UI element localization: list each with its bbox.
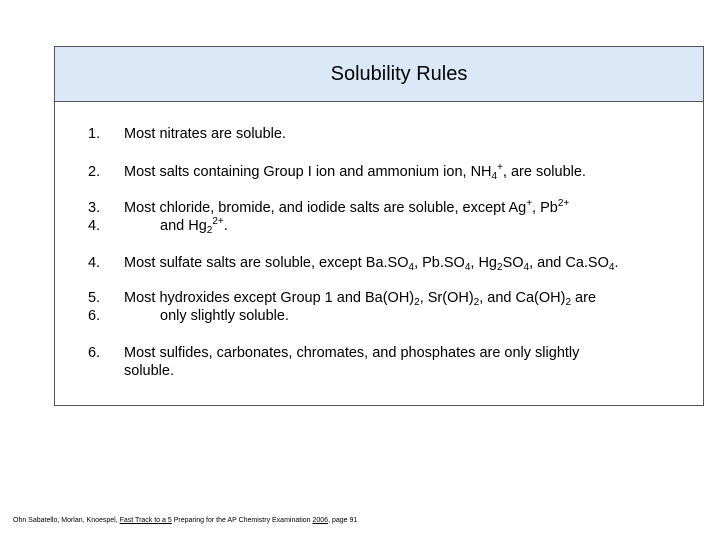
rule-text: Most sulfides, carbonates, chromates, and phosphates are only slightly soluble.	[124, 345, 580, 379]
rule-text: Most nitrates are soluble.	[124, 126, 286, 142]
title-bar	[55, 47, 703, 102]
rule-number: 4.	[88, 255, 101, 271]
rule-text: Most chloride, bromide, and iodide salts are soluble, except Ag+, $Pb^{2+}$ and $Hg_2^{2+}$.	[124, 198, 570, 236]
rule-number: 1.	[88, 126, 101, 142]
page-title: Solubility Rules	[330, 62, 468, 85]
solubility-rules-panel	[54, 46, 704, 406]
rule-text: Most hydroxides except Group 1 and $Ba(OH)_2$, $Sr(OH)_2$, and $Ca(OH)_2$ are only slightly soluble.	[124, 290, 597, 324]
rule-number: 5. 6.	[88, 290, 101, 324]
rule-text: Most salts containing Group I ion and ammonium ion, $NH_4^+$, are soluble.	[124, 162, 586, 182]
rule-number: 6.	[88, 345, 101, 361]
rule-number: 3. 4.	[88, 200, 101, 234]
rule-number: 2.	[88, 164, 101, 180]
rule-text: Most sulfate salts are soluble, except $Ba.SO_4$, $Pb.SO_4$, $Hg_2SO_4$, and $Ca.SO_4$.	[124, 255, 619, 273]
citation-footer: Ohn Sabatello, Morlan, Knoespel, Fast Track to a 5 Preparing for the AP Chemistry Examination 2006, page 91	[13, 517, 358, 524]
